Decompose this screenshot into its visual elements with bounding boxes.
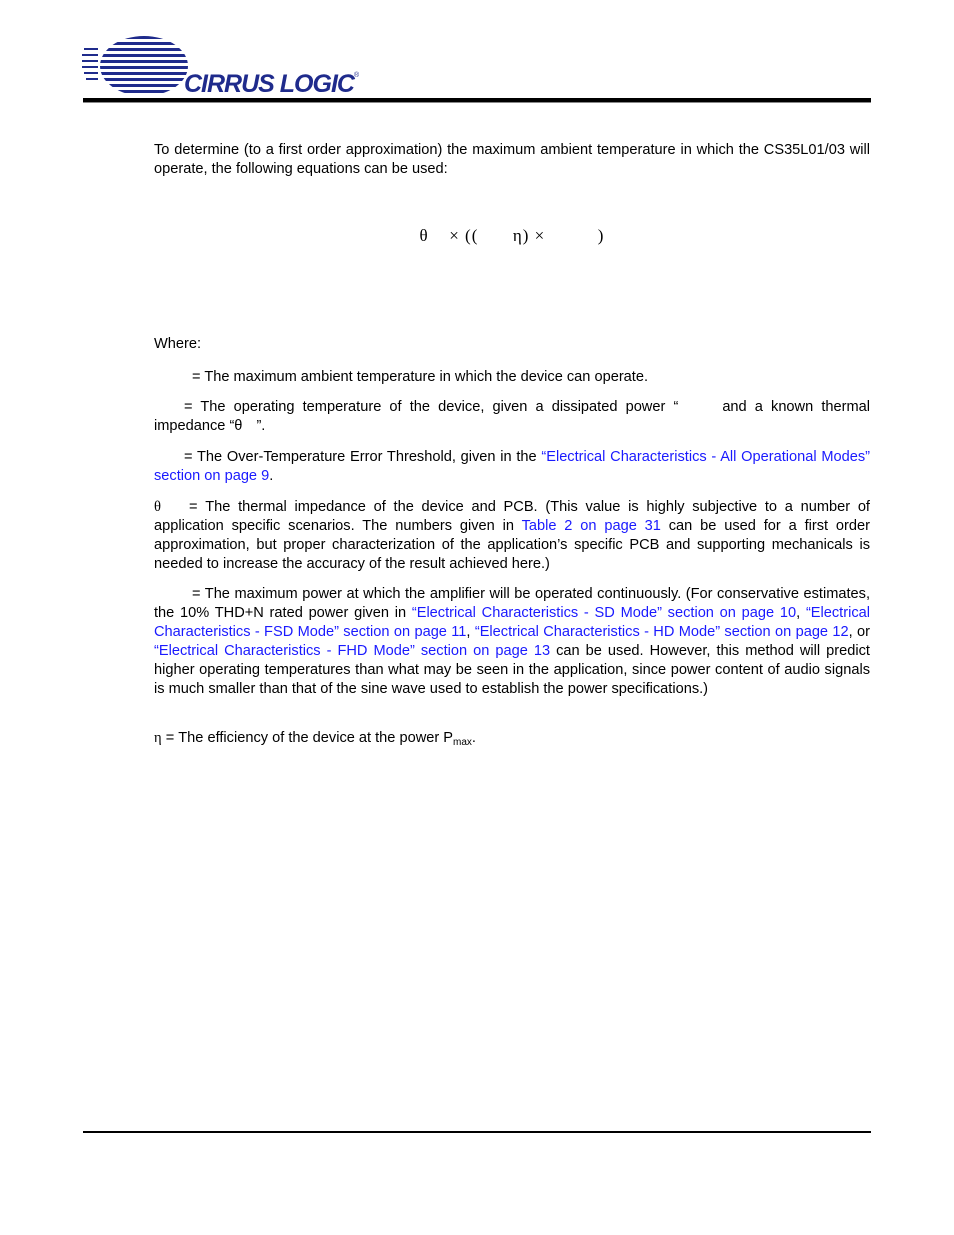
link-sd-mode[interactable]: “Electrical Characteristics - SD Mode” section on page 10 [411, 605, 797, 621]
definition-theta: θ = The thermal impedance of the device and PCB. (This value is highly subjective to a number of application specific scenarios. The numbers given in Table 2 on page 31 can be used for a first order approximation, but proper characterization of the application’s specific PCB and supporting mechanicals is needed to increase the accuracy of the result achieved here.) [154, 499, 870, 572]
cirrus-logo-globe-icon [82, 34, 192, 98]
temperature-equation [154, 226, 870, 246]
header-rule-shadow [83, 102, 871, 103]
cirrus-logic-logo [82, 34, 372, 98]
link-fhd-mode[interactable]: “Electrical Characteristics - FHD Mode” section on page 13 [154, 643, 551, 659]
where-label: Where: [154, 336, 202, 352]
intro-paragraph: To determine (to a first order approximation) the maximum ambient temperature in which the CS35L01/03 will operate, the following equations can be used: [154, 142, 870, 177]
logo-wordmark: CIRRUS LOGIC® [184, 70, 359, 98]
definition-pmax: = The maximum power at which the amplifier will be operated continuously. (For conservative estimates, the 10% THD+N rated power given in “Electrical Characteristics - SD Mode” section on page 10, “Electrical Characteristics - FSD Mode” section on page 11, “Electrical Characteristics - HD Mode” section on page 12, or “Electrical Characteristics - FHD Mode” section on page 13 can be used. However, this method will predict higher operating temperatures than what may be seen in the application, since power content of audio signals is much smaller than that of the sine wave used to establish the power specifications.) [154, 586, 870, 697]
definition-eta: η = The efficiency of the device at the power $P_{max}$. [154, 730, 476, 748]
link-table-2[interactable]: Table 2 on page 31 [521, 518, 661, 534]
definition-tj: = The operating temperature of the device, given a dissipated power “ and a known thermal impedance “θ ”. [154, 399, 870, 434]
definition-ta-max: = The maximum ambient temperature in which the device can operate. [192, 369, 649, 385]
equation-close: ) [597, 226, 605, 245]
equation-theta: θ [419, 226, 429, 245]
link-hd-mode[interactable]: “Electrical Characteristics - HD Mode” section on page 12 [474, 624, 849, 640]
link-fsd-mode[interactable]: “Electrical Characteristics - FSD Mode” section on page 11 [154, 605, 870, 640]
link-electrical-all-modes[interactable]: “Electrical Characteristics - All Operational Modes” section on page 9 [154, 449, 870, 484]
definition-ot-threshold: = The Over-Temperature Error Threshold, given in the “Electrical Characteristics - All Operational Modes” section on page 9. [154, 449, 870, 484]
equation-times-open: × (( [449, 226, 479, 245]
equation-eta: η) × [512, 226, 546, 245]
footer-rule [83, 1131, 871, 1133]
